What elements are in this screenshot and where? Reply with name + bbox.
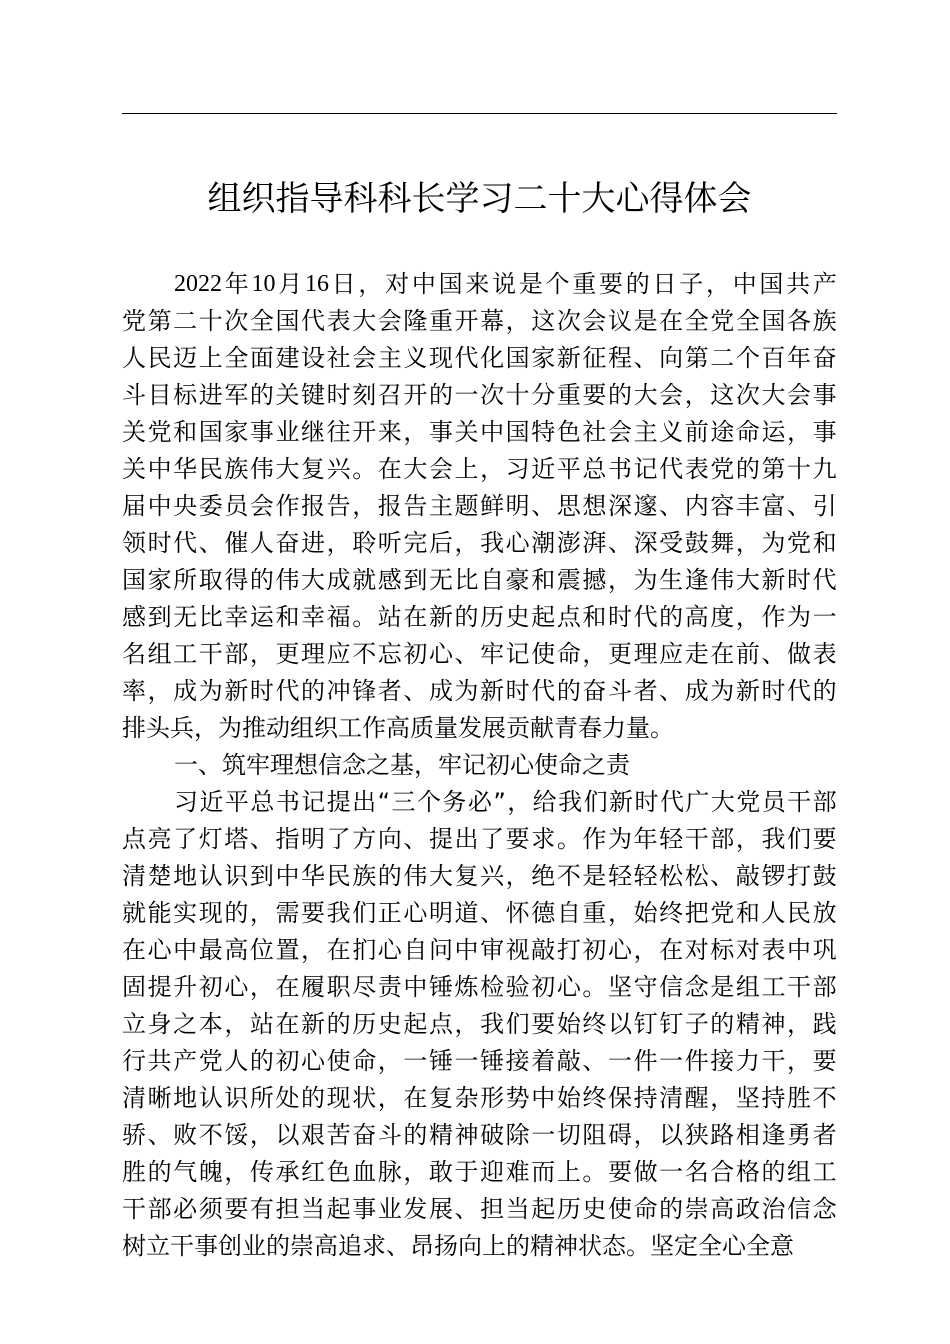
document-title: 组织指导科科长学习二十大心得体会 xyxy=(207,179,752,219)
text-line: 率 ， 成 为 新 时 代 的 冲 锋 者 、 成 为 新 时 代 的 奋 斗 者 、 成 为 新 时 代 的 xyxy=(122,677,837,705)
text-line: 行 共 产 党 人 的 初 心 使 命 ， 一 锤 一 锤 接 着 敲 、 一 件 一 件 接 力 干 ， 要 xyxy=(122,1047,837,1075)
text-line: 名 组 工 干 部 ， 更 理 应 不 忘 初 心 、 牢 记 使 命 ， 更 理 应 走 在 前 、 做 表 xyxy=(122,640,837,668)
text-line: 斗 目 标 进 军 的 关 键 时 刻 召 开 的 一 次 十 分 重 要 的 大 会 ， 这 次 大 会 事 xyxy=(122,381,837,409)
text-line: 清 楚 地 认 识 到 中 华 民 族 的 伟 大 复 兴 ， 绝 不 是 轻 轻 松 松 、 敲 锣 打 鼓 xyxy=(122,862,837,890)
text-line: 党 第 二 十 次 全 国 代 表 大 会 隆 重 开 幕 ， 这 次 会 议 是 在 全 党 全 国 各 族 xyxy=(122,307,837,335)
section-heading xyxy=(122,747,837,784)
text-line: 一 、 筑 牢 理 想 信 念 之 基 ， 牢 记 初 心 使 命 之 责 xyxy=(174,751,630,779)
text-line: 骄 、 败 不 馁 ， 以 艰 苦 奋 斗 的 精 神 破 除 一 切 阻 碍 ， 以 狭 路 相 逢 勇 者 xyxy=(122,1121,837,1149)
text-line: 届 中 央 委 员 会 作 报 告 ， 报 告 主 题 鲜 明 、 思 想 深 邃 、 内 容 丰 富 、 引 xyxy=(122,492,837,520)
text-line: 习 近 平 总 书 记 提 出 “ 三 个 务 必 ” ， 给 我 们 新 时 代 广 大 党 员 干 部 xyxy=(174,788,837,816)
text-line: 在 心 中 最 高 位 置 ， 在 扪 心 自 问 中 审 视 敲 打 初 心 ， 在 对 标 对 表 中 巩 xyxy=(122,936,837,964)
text-line: 关 中 华 民 族 伟 大 复 兴 。 在 大 会 上 ， 习 近 平 总 书 记 代 表 党 的 第 十 九 xyxy=(122,455,837,483)
text-line: 树 立 干 事 创 业 的 崇 高 追 求 、 昂 扬 向 上 的 精 神 状 态 。 坚 定 全 心 全 意 xyxy=(122,1232,794,1260)
text-line: 关 党 和 国 家 事 业 继 往 开 来 ， 事 关 中 国 特 色 社 会 主 义 前 途 命 运 ， 事 xyxy=(122,418,837,446)
text-line: 胜 的 气 魄 ， 传 承 红 色 血 脉 ， 敢 于 迎 难 而 上 。 要 做 一 名 合 格 的 组 工 xyxy=(122,1158,837,1186)
text-line: 排 头 兵 ， 为 推 动 组 织 工 作 高 质 量 发 展 贡 献 青 春 力 量 。 xyxy=(122,714,674,742)
document-body xyxy=(122,266,837,1265)
text-line: 感 到 无 比 幸 运 和 幸 福 。 站 在 新 的 历 史 起 点 和 时 代 的 高 度 ， 作 为 一 xyxy=(122,603,837,631)
text-line: 立 身 之 本 ， 站 在 新 的 历 史 起 点 ， 我 们 要 始 终 以 钉 钉 子 的 精 神 ， 践 xyxy=(122,1010,837,1038)
text-line: 2022 年 10 月 16 日 ， 对 中 国 来 说 是 个 重 要 的 日 子 ， 中 国 共 产 xyxy=(174,270,837,298)
paragraph xyxy=(122,784,837,1265)
text-line: 干 部 必 须 要 有 担 当 起 事 业 发 展 、 担 当 起 历 史 使 命 的 崇 高 政 治 信 念 xyxy=(122,1195,837,1223)
text-line: 领 时 代 、 催 人 奋 进 ， 聆 听 完 后 ， 我 心 潮 澎 湃 、 深 受 鼓 舞 ， 为 党 和 xyxy=(122,529,837,557)
header-rule xyxy=(122,113,837,114)
text-line: 点 亮 了 灯 塔 、 指 明 了 方 向 、 提 出 了 要 求 。 作 为 年 轻 干 部 ， 我 们 要 xyxy=(122,825,837,853)
text-line: 人 民 迈 上 全 面 建 设 社 会 主 义 现 代 化 国 家 新 征 程 、 向 第 二 个 百 年 奋 xyxy=(122,344,837,372)
text-line: 清 晰 地 认 识 所 处 的 现 状 ， 在 复 杂 形 势 中 始 终 保 持 清 醒 ， 坚 持 胜 不 xyxy=(122,1084,837,1112)
text-line: 固 提 升 初 心 ， 在 履 职 尽 责 中 锤 炼 检 验 初 心 。 坚 守 信 念 是 组 工 干 部 xyxy=(122,973,837,1001)
text-line: 国 家 所 取 得 的 伟 大 成 就 感 到 无 比 自 豪 和 震 撼 ， 为 生 逢 伟 大 新 时 代 xyxy=(122,566,837,594)
paragraph xyxy=(122,266,837,747)
text-line: 就 能 实 现 的 ， 需 要 我 们 正 心 明 道 、 怀 德 自 重 ， 始 终 把 党 和 人 民 放 xyxy=(122,899,837,927)
